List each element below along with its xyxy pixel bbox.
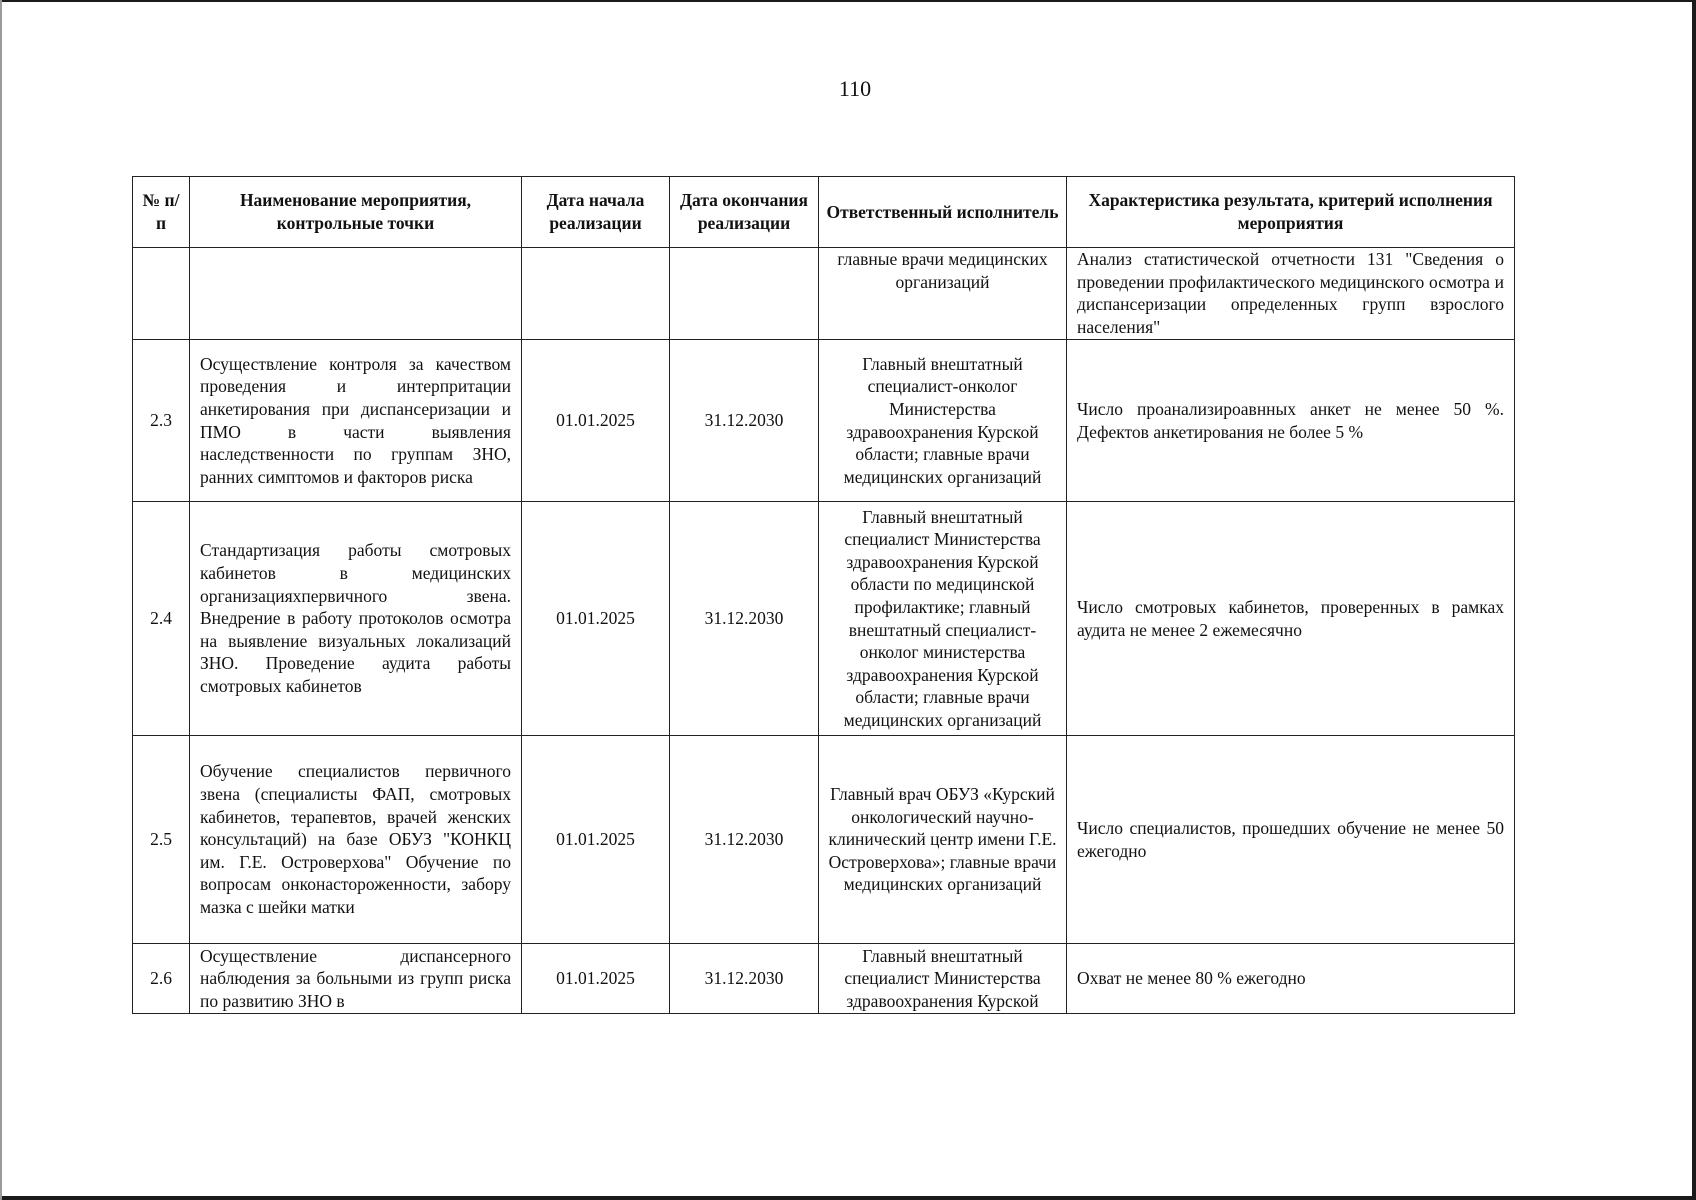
row-result: Охват не менее 80 % ежегодно [1067, 944, 1515, 1014]
row-end-date: 31.12.2030 [670, 502, 819, 736]
row-start-date [522, 248, 670, 340]
row-responsible: главные врачи медицинских организаций [819, 248, 1067, 340]
row-responsible: Главный врач ОБУЗ «Курский онкологический научно-клинический центр имени Г.Е. Островерхова»; главные врачи медицинских организаций [819, 736, 1067, 944]
row-responsible: Главный внештатный специалист Министерства здравоохранения Курской [819, 944, 1067, 1014]
row-start-date: 01.01.2025 [522, 736, 670, 944]
header-name: Наименование мероприятия, контрольные точки [190, 177, 522, 248]
scan-border-bottom [0, 1196, 1696, 1200]
row-result: Число смотровых кабинетов, проверенных в рамках аудита не менее 2 ежемесячно [1067, 502, 1515, 736]
table-row [133, 944, 1515, 1014]
row-responsible: Главный внештатный специалист-онколог Министерства здравоохранения Курской области; главные врачи медицинских организаций [819, 340, 1067, 502]
header-start-date: Дата начала реализации [522, 177, 670, 248]
header-end-date: Дата окончания реализации [670, 177, 819, 248]
row-num: 2.6 [133, 944, 190, 1014]
row-end-date: 31.12.2030 [670, 736, 819, 944]
row-num [133, 248, 190, 340]
page-number: 110 [838, 76, 872, 101]
row-name: Обучение специалистов первичного звена (специалисты ФАП, смотровых кабинетов, терапевтов, врачей женских консультаций) на базе ОБУЗ "КОНКЦ им. Г.Е. Островерхова" Обучение по вопросам онконастороженности, забору мазка с шейки матки [190, 736, 522, 944]
row-end-date [670, 248, 819, 340]
table-row [133, 248, 1515, 340]
row-end-date: 31.12.2030 [670, 944, 819, 1014]
row-name [190, 248, 522, 340]
scan-border-top [0, 0, 1696, 2]
row-result: Число специалистов, прошедших обучение не менее 50 ежегодно [1067, 736, 1515, 944]
header-num: № п/п [133, 177, 190, 248]
row-result: Число проанализироавнных анкет не менее 50 %. Дефектов анкетирования не более 5 % [1067, 340, 1515, 502]
scan-border-right [1692, 0, 1696, 1200]
row-end-date: 31.12.2030 [670, 340, 819, 502]
activities-table [132, 176, 1515, 1014]
row-num: 2.4 [133, 502, 190, 736]
table-row [133, 340, 1515, 502]
row-name: Стандартизация работы смотровых кабинетов в медицинских организацияхпервичного звена. Внедрение в работу протоколов осмотра на выявление визуальных локализаций ЗНО. Проведение аудита работы смотровых кабинетов [190, 502, 522, 736]
row-start-date: 01.01.2025 [522, 502, 670, 736]
table-header-row [133, 177, 1515, 248]
row-start-date: 01.01.2025 [522, 944, 670, 1014]
row-responsible: Главный внештатный специалист Министерства здравоохранения Курской области по медицинской профилактике; главный внештатный специалист-онколог министерства здравоохранения Курской области; главные врачи медицинских организаций [819, 502, 1067, 736]
row-name: Осуществление контроля за качеством проведения и интерпритации анкетирования при диспансеризации и ПМО в части выявления наследственности по группам ЗНО, ранних симптомов и факторов риска [190, 340, 522, 502]
header-result: Характеристика результата, критерий исполнения мероприятия [1067, 177, 1515, 248]
row-num: 2.3 [133, 340, 190, 502]
row-name: Осуществление диспансерного наблюдения за больными из групп риска по развитию ЗНО в [190, 944, 522, 1014]
row-start-date: 01.01.2025 [522, 340, 670, 502]
scan-border-left [0, 0, 2, 1200]
row-result: Анализ статистической отчетности 131 "Сведения о проведении профилактического медицинского осмотра и диспансеризации определенных групп взрослого населения" [1067, 248, 1515, 340]
header-responsible: Ответственный исполнитель [819, 177, 1067, 248]
table-row [133, 502, 1515, 736]
table-row [133, 736, 1515, 944]
row-num: 2.5 [133, 736, 190, 944]
